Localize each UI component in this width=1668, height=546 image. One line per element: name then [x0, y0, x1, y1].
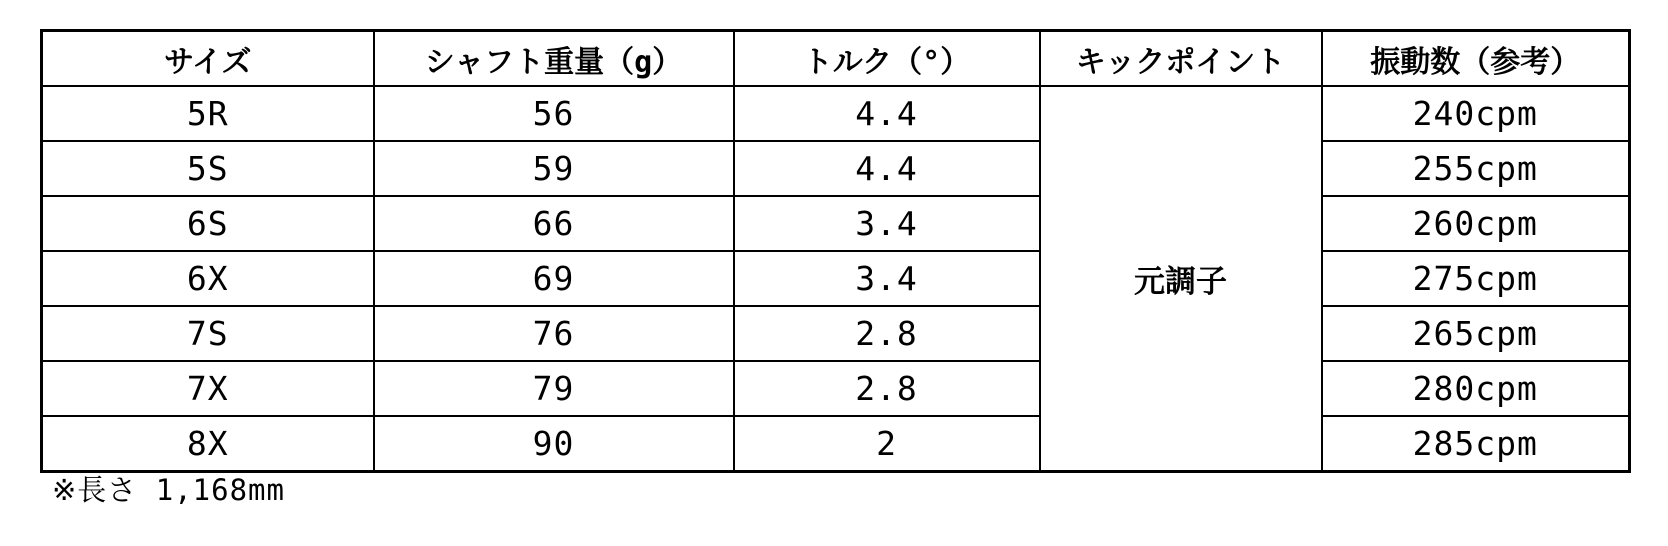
weight-cell: 90 [374, 416, 734, 472]
length-footnote: ※長さ 1,168mm [52, 473, 285, 507]
torque-cell: 2 [734, 416, 1040, 472]
torque-cell: 2.8 [734, 306, 1040, 361]
table-row [42, 361, 1630, 416]
size-cell: 8X [42, 416, 374, 472]
size-cell: 6S [42, 196, 374, 251]
torque-cell: 4.4 [734, 86, 1040, 141]
table-row [42, 196, 1630, 251]
col-header-frequency: 振動数（参考） [1322, 31, 1630, 87]
frequency-cell: 240cpm [1322, 86, 1630, 141]
kick-point-cell: 元調子 [1040, 86, 1322, 472]
frequency-cell: 255cpm [1322, 141, 1630, 196]
table-row [42, 141, 1630, 196]
size-cell: 7S [42, 306, 374, 361]
col-header-size: サイズ [42, 31, 374, 87]
col-header-kick-point: キックポイント [1040, 31, 1322, 87]
frequency-cell: 260cpm [1322, 196, 1630, 251]
weight-cell: 66 [374, 196, 734, 251]
table-row [42, 86, 1630, 141]
col-header-weight: シャフト重量（g） [374, 31, 734, 87]
header-row [42, 31, 1630, 87]
torque-cell: 2.8 [734, 361, 1040, 416]
weight-cell: 59 [374, 141, 734, 196]
size-cell: 6X [42, 251, 374, 306]
col-header-torque: トルク（°） [734, 31, 1040, 87]
weight-cell: 76 [374, 306, 734, 361]
size-cell: 7X [42, 361, 374, 416]
torque-cell: 3.4 [734, 196, 1040, 251]
weight-cell: 79 [374, 361, 734, 416]
table-row [42, 306, 1630, 361]
table-row [42, 251, 1630, 306]
size-cell: 5S [42, 141, 374, 196]
torque-cell: 3.4 [734, 251, 1040, 306]
torque-cell: 4.4 [734, 141, 1040, 196]
frequency-cell: 265cpm [1322, 306, 1630, 361]
frequency-cell: 275cpm [1322, 251, 1630, 306]
shaft-spec-table [40, 29, 1631, 473]
table-row [42, 416, 1630, 472]
frequency-cell: 280cpm [1322, 361, 1630, 416]
weight-cell: 69 [374, 251, 734, 306]
frequency-cell: 285cpm [1322, 416, 1630, 472]
weight-cell: 56 [374, 86, 734, 141]
size-cell: 5R [42, 86, 374, 141]
